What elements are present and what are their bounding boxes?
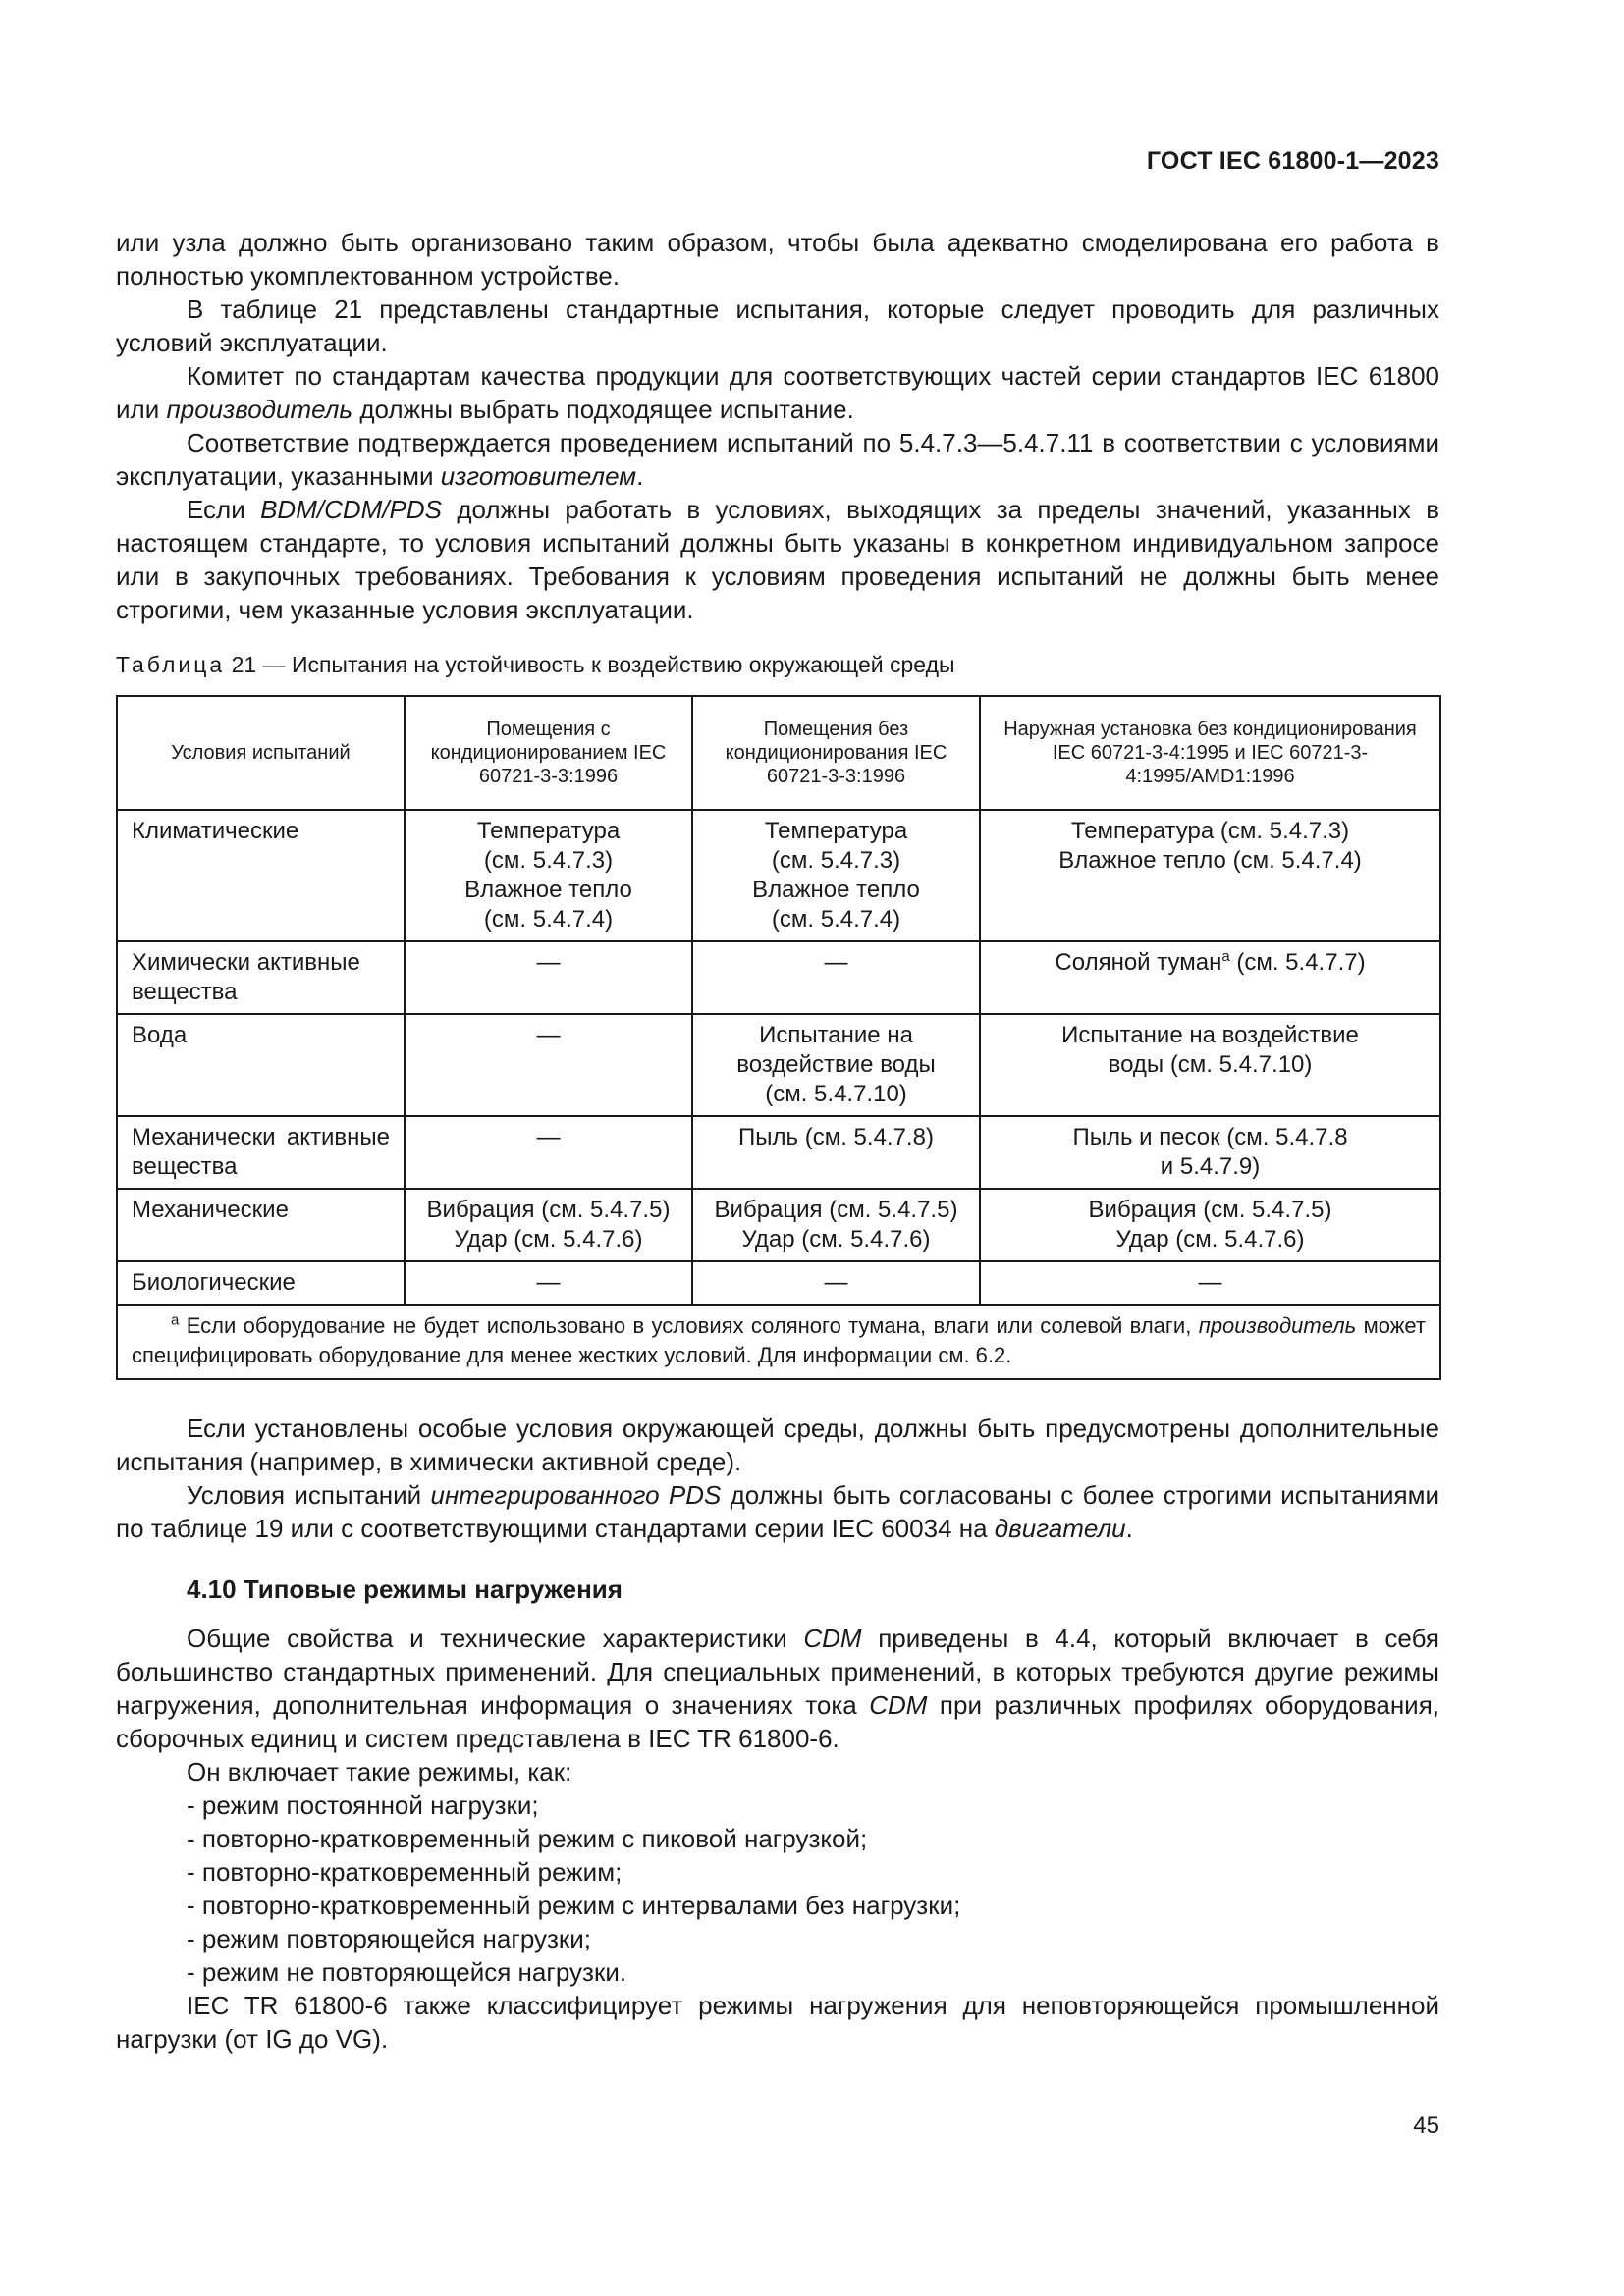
list-item: - повторно-кратковременный режим с интервалами без нагрузки; bbox=[187, 1891, 961, 1920]
page-number: 45 bbox=[1413, 2112, 1439, 2139]
row-label: Механические bbox=[117, 1189, 405, 1261]
table-cell: Вибрация (см. 5.4.7.5) Удар (см. 5.4.7.6) bbox=[980, 1189, 1440, 1261]
list-item: - режим повторяющейся нагрузки; bbox=[187, 1924, 592, 1953]
table-row bbox=[117, 810, 1440, 941]
table-cell: Соляной туман$^a$ (см. 5.4.7.7) bbox=[980, 941, 1440, 1014]
row-label: Механически активные вещества bbox=[117, 1116, 405, 1189]
intro-paragraph-4: Соответствие подтверждается проведением испытаний по 5.4.7.3—5.4.7.11 в соответствии с условиями эксплуатации, указанными изготовителем. bbox=[116, 428, 1439, 491]
table-footnote-row bbox=[117, 1305, 1440, 1379]
table-cell: Испытание на воздействие воды (см. 5.4.7.10) bbox=[692, 1014, 980, 1116]
table-cell: — bbox=[692, 941, 980, 1014]
table-cell: Пыль (см. 5.4.7.8) bbox=[692, 1116, 980, 1189]
table-row bbox=[117, 1014, 1440, 1116]
table-cell: Испытание на воздействие воды (см. 5.4.7.10) bbox=[980, 1014, 1440, 1116]
table-header-row bbox=[117, 696, 1440, 810]
table-cell: — bbox=[405, 1261, 692, 1305]
table-cell: Температура (см. 5.4.7.3) Влажное тепло (см. 5.4.7.4) bbox=[692, 810, 980, 941]
page-content bbox=[116, 226, 1439, 2056]
table-cell: — bbox=[692, 1261, 980, 1305]
table-cell: — bbox=[405, 1014, 692, 1116]
header-cell: Помещения с кондиционированием IEC 60721-3-3:1996 bbox=[405, 696, 692, 810]
row-label: Вода bbox=[117, 1014, 405, 1116]
table-row bbox=[117, 1116, 1440, 1189]
table-cell: Температура (см. 5.4.7.3) Влажное тепло (см. 5.4.7.4) bbox=[980, 810, 1440, 941]
intro-paragraph-3: Комитет по стандартам качества продукции для соответствующих частей серии стандартов IEC 61800 или производитель должны выбрать подходящее испытание. bbox=[116, 361, 1439, 424]
after-paragraph-1: Если установлены особые условия окружающей среды, должны быть предусмотрены дополнительные испытания (например, в химически активной среде). bbox=[116, 1414, 1439, 1476]
row-label: Биологические bbox=[117, 1261, 405, 1305]
list-item: - режим постоянной нагрузки; bbox=[187, 1790, 539, 1820]
table-cell: Вибрация (см. 5.4.7.5) Удар (см. 5.4.7.6) bbox=[692, 1189, 980, 1261]
table-cell: — bbox=[980, 1261, 1440, 1305]
section-title: 4.10 Типовые режимы нагружения bbox=[187, 1575, 623, 1604]
environment-tests-table bbox=[116, 695, 1441, 1380]
closing-paragraph: IEC TR 61800-6 также классифицирует режимы нагружения для неповторяющейся промышленной нагрузки (от IG до VG). bbox=[116, 1991, 1439, 2054]
table-cell: Пыль и песок (см. 5.4.7.8 и 5.4.7.9) bbox=[980, 1116, 1440, 1189]
row-label: Климатические bbox=[117, 810, 405, 941]
row-label: Химически активные вещества bbox=[117, 941, 405, 1014]
header-cell: Наружная установка без кондиционирования IEC 60721-3-4:1995 и IEC 60721-3-4:1995/AMD1:1996 bbox=[980, 696, 1440, 810]
standard-header: ГОСТ IEC 61800-1—2023 bbox=[1146, 147, 1439, 175]
section-paragraph-1: Общие свойства и технические характеристики CDM приведены в 4.4, который включает в себя большинство стандартных применений. Для специальных применений, в которых требуются другие режимы нагружения, дополнительная информация о значениях тока CDM при различных профилях оборудования, сборочных единиц и систем представлена в IEC TR 61800-6. bbox=[116, 1624, 1440, 1753]
intro-paragraph-2: В таблице 21 представлены стандартные испытания, которые следует проводить для различных условий эксплуатации. bbox=[116, 294, 1439, 357]
table-caption: Таблица 21 — Испытания на устойчивость к воздействию окружающей среды bbox=[116, 652, 955, 677]
header-cell: Условия испытаний bbox=[117, 696, 405, 810]
table-row bbox=[117, 1261, 1440, 1305]
after-paragraph-2: Условия испытаний интегрированного PDS должны быть согласованы с более строгими испытаниями по таблице 19 или с соответствующими стандартами серии IEC 60034 на двигатели. bbox=[116, 1480, 1440, 1543]
list-item: - режим не повторяющейся нагрузки. bbox=[187, 1957, 627, 1987]
list-intro: Он включает такие режимы, как: bbox=[187, 1757, 572, 1787]
table-row bbox=[117, 1189, 1440, 1261]
footnote-marker: a bbox=[1221, 948, 1230, 965]
header-cell: Помещения без кондиционирования IEC 60721-3-3:1996 bbox=[692, 696, 980, 810]
table-row bbox=[117, 941, 1440, 1014]
table-cell: — bbox=[405, 941, 692, 1014]
table-cell: Вибрация (см. 5.4.7.5) Удар (см. 5.4.7.6) bbox=[405, 1189, 692, 1261]
list-item: - повторно-кратковременный режим; bbox=[187, 1857, 623, 1887]
table-footnote: $^a$ Если оборудование не будет использовано в условиях соляного тумана, влаги или солевой влаги, производитель может специфицировать оборудование для менее жестких условий. Для информации см. 6.2. bbox=[117, 1305, 1440, 1379]
intro-paragraph-1: или узла должно быть организовано таким образом, чтобы была адекватно смоделирована его работа в полностью укомплектованном устройстве. bbox=[116, 228, 1439, 291]
table-cell: Температура (см. 5.4.7.3) Влажное тепло (см. 5.4.7.4) bbox=[405, 810, 692, 941]
table-cell: — bbox=[405, 1116, 692, 1189]
intro-paragraph-5: Если BDM/CDM/PDS должны работать в условиях, выходящих за пределы значений, указанных в настоящем стандарте, то условия испытаний должны быть указаны в конкретном индивидуальном запросе или в закупочных требованиях. Требования к условиям проведения испытаний не должны быть менее строгими, чем указанные условия эксплуатации. bbox=[116, 495, 1440, 624]
list-item: - повторно-кратковременный режим с пиковой нагрузкой; bbox=[187, 1824, 868, 1853]
